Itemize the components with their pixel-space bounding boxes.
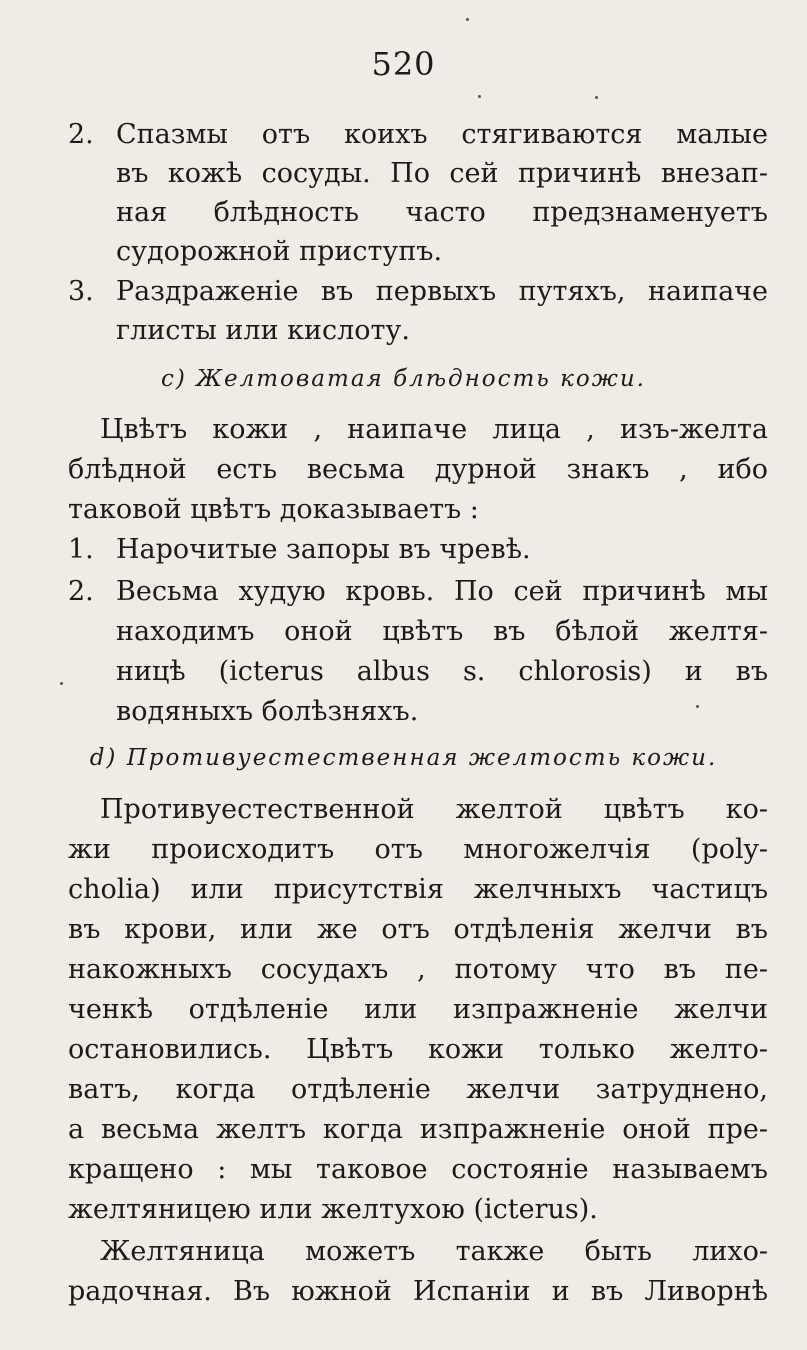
text-line: ватъ, когда отдѣленіе желчи затруднено,	[68, 1074, 768, 1105]
text-line: ницѣ (icterus albus s. chlorosis) и въ	[116, 656, 768, 687]
list-number: 2.	[68, 119, 94, 150]
text-line: глисты или кислоту.	[116, 315, 410, 346]
text-line: кращено : мы таковое состояніе называемъ	[68, 1154, 768, 1185]
text-line: остановились. Цвѣтъ кожи только желто-	[68, 1034, 768, 1065]
list-number: 2.	[68, 576, 94, 607]
text-line: желтяницею или желтухою (icterus).	[68, 1194, 598, 1225]
text-line: ченкѣ отдѣленіе или изпражненіе желчи	[68, 994, 768, 1025]
list-number: 1.	[68, 534, 94, 565]
text-line: въ крови, или же отъ отдѣленія желчи въ	[68, 914, 768, 945]
section-heading: d) Противуестественная желтость кожи.	[89, 745, 718, 771]
text-line: радочная. Въ южной Испаніи и въ Ливорнѣ	[68, 1276, 768, 1307]
text-line: Желтяница можетъ также быть лихо-	[100, 1236, 768, 1267]
text-line: Спазмы отъ коихъ стягиваются малые	[116, 119, 768, 150]
text-line: жи происходитъ отъ многожелчія (poly-	[68, 834, 768, 865]
paper-speck	[60, 682, 63, 685]
page-number: 520	[371, 45, 436, 83]
text-line: накожныхъ сосудахъ , потому что въ пе-	[68, 954, 768, 985]
text-line: таковой цвѣтъ доказываетъ :	[68, 494, 479, 525]
text-line: находимъ оной цвѣтъ въ бѣлой желтя-	[116, 616, 768, 647]
text-line: водяныхъ болѣзняхъ.	[116, 696, 419, 727]
text-line: въ кожѣ сосуды. По сей причинѣ внезап-	[116, 158, 768, 189]
text-line: cholia) или присутствія желчныхъ частицъ	[68, 874, 768, 905]
list-number: 3.	[68, 276, 94, 307]
paper-speck	[466, 18, 469, 21]
paper-speck	[478, 95, 481, 98]
text-line: Противуестественной желтой цвѣтъ ко-	[100, 794, 768, 825]
text-line: Раздраженіе въ первыхъ путяхъ, наипаче	[116, 276, 768, 307]
text-line: а весьма желтъ когда изпражненіе оной пре-	[68, 1114, 768, 1145]
text-line: ная блѣдность часто предзнаменуетъ	[116, 197, 768, 228]
section-heading: c) Желтоватая блѣдность кожи.	[160, 366, 646, 392]
text-line: судорожной приступъ.	[116, 236, 443, 267]
paper-speck	[595, 96, 598, 99]
text-line: Нарочитые запоры въ чревѣ.	[116, 534, 531, 565]
paper-speck	[696, 705, 699, 708]
text-line: Цвѣтъ кожи , наипаче лица , изъ-желта	[100, 414, 768, 445]
text-line: блѣдной есть весьма дурной знакъ , ибо	[68, 454, 768, 485]
text-line: Весьма худую кровь. По сей причинѣ мы	[116, 576, 768, 607]
